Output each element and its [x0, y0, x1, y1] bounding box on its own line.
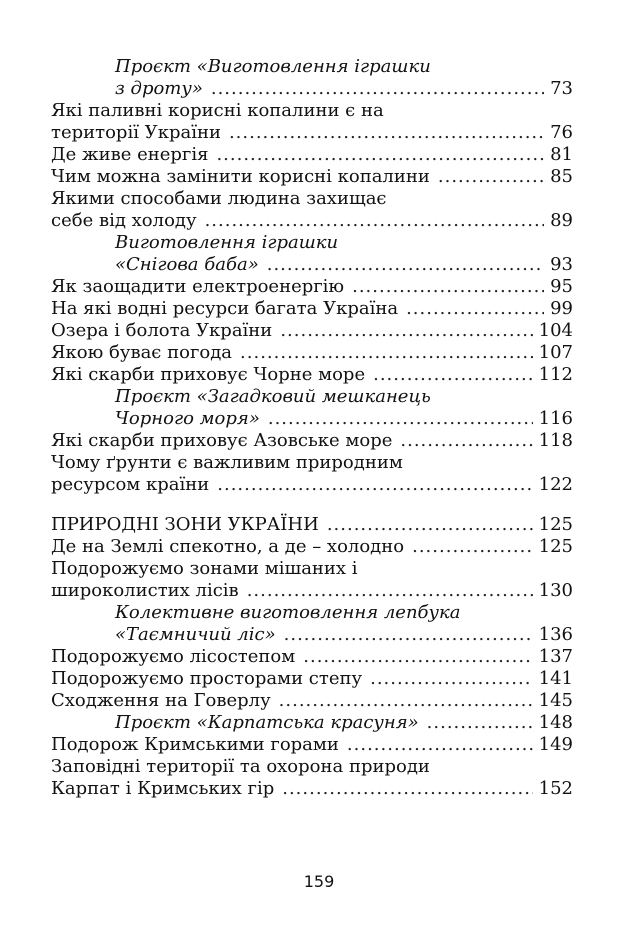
- toc-title: Заповідні території та охорона природи: [51, 756, 430, 777]
- toc-page-number: 89: [550, 210, 573, 231]
- toc-line: [115, 232, 573, 254]
- toc-page-number: 118: [538, 430, 573, 451]
- toc-title: На які водні ресурси багата Україна: [51, 298, 399, 319]
- dot-leader: [282, 778, 532, 800]
- toc-page-number: 116: [538, 408, 573, 429]
- dot-leader: [370, 668, 533, 690]
- toc-entry: [51, 144, 573, 166]
- dot-leader: [347, 734, 533, 756]
- toc-title: території України: [51, 122, 221, 143]
- dot-leader: [267, 254, 544, 276]
- toc-title: себе від холоду: [51, 210, 197, 231]
- toc-page-number: 99: [550, 298, 573, 319]
- toc-entry: [51, 474, 573, 496]
- toc-title: широколистих лісів: [51, 580, 239, 601]
- toc-title: Які скарби приховує Чорне море: [51, 364, 366, 385]
- toc-page-number: 81: [550, 144, 573, 165]
- toc-entry: [115, 78, 573, 100]
- toc-title: Як заощадити електроенергію: [51, 276, 345, 297]
- toc-title: Колективне виготовлення лепбука: [115, 602, 461, 623]
- dot-leader: [406, 298, 544, 320]
- dot-leader: [373, 364, 533, 386]
- toc-title: Які паливні корисні копалини є на: [51, 100, 384, 121]
- toc-title: Подорож Кримськими горами: [51, 734, 339, 755]
- toc-page-number: 76: [550, 122, 573, 143]
- dot-leader: [438, 166, 544, 188]
- dot-leader: [427, 712, 533, 734]
- toc-entry: [51, 210, 573, 232]
- toc-line: [115, 56, 573, 78]
- toc-entry: [51, 646, 573, 668]
- toc-line: [51, 558, 573, 580]
- toc-title: Де на Землі спекотно, а де – холодно: [51, 536, 405, 557]
- toc-page-number: 125: [538, 536, 573, 557]
- toc-page-number: 130: [538, 580, 573, 601]
- toc-entry: [51, 320, 573, 342]
- toc-entry: [51, 166, 573, 188]
- toc-title: Виготовлення іграшки: [115, 232, 339, 253]
- toc-page-number: 145: [538, 690, 573, 711]
- dot-leader: [412, 536, 533, 558]
- toc-page-number: 104: [538, 320, 573, 341]
- toc-title: Подорожуємо лісостепом: [51, 646, 296, 667]
- toc-title: Чорного моря»: [115, 408, 260, 429]
- dot-leader: [211, 78, 544, 100]
- toc-page-number: 136: [538, 624, 573, 645]
- dot-leader: [284, 624, 533, 646]
- toc-line: [51, 188, 573, 210]
- dot-leader: [247, 580, 533, 602]
- toc-title: Озера і болота України: [51, 320, 273, 341]
- toc-entry: [115, 624, 573, 646]
- toc-entry: [115, 254, 573, 276]
- toc-line: [115, 386, 573, 408]
- toc-title: Сходження на Говерлу: [51, 690, 271, 711]
- toc-line: [51, 100, 573, 122]
- toc-title: Якими способами людина захищає: [51, 188, 387, 209]
- toc-line: [51, 452, 573, 474]
- dot-leader: [303, 646, 532, 668]
- toc-title: Проєкт «Загадковий мешканець: [115, 386, 431, 407]
- toc-page-number: 152: [538, 778, 573, 799]
- toc-entry: [115, 408, 573, 430]
- toc-page-number: 148: [538, 712, 573, 733]
- dot-leader: [352, 276, 544, 298]
- toc-section-heading: [51, 514, 573, 536]
- toc-entry: [51, 364, 573, 386]
- toc-entry: [51, 298, 573, 320]
- toc-title: «Снігова баба»: [115, 254, 259, 275]
- toc-title: ПРИРОДНІ ЗОНИ УКРАЇНИ: [51, 514, 319, 535]
- toc-entry: [51, 778, 573, 800]
- toc-entry: [51, 342, 573, 364]
- toc-title: Карпат і Кримських гір: [51, 778, 275, 799]
- toc-page-number: 112: [538, 364, 573, 385]
- page-number: 159: [303, 872, 335, 891]
- toc-entry: [51, 430, 573, 452]
- toc-line: [51, 756, 573, 778]
- toc-entry: [51, 276, 573, 298]
- toc-title: Чим можна замінити корисні копалини: [51, 166, 430, 187]
- toc-title: Проєкт «Виготовлення іграшки: [115, 56, 431, 77]
- toc-title: Проєкт «Карпатська красуня»: [115, 712, 419, 733]
- toc-entry: [115, 712, 573, 734]
- dot-leader: [280, 320, 532, 342]
- toc-page-number: 125: [538, 514, 573, 535]
- dot-leader: [205, 210, 545, 232]
- toc-page-number: 141: [538, 668, 573, 689]
- toc-page-number: 107: [538, 342, 573, 363]
- toc-page-number: 73: [550, 78, 573, 99]
- dot-leader: [400, 430, 532, 452]
- toc-line: [115, 602, 573, 624]
- toc-title: Подорожуємо просторами степу: [51, 668, 363, 689]
- dot-leader: [216, 144, 544, 166]
- toc-entry: [51, 734, 573, 756]
- toc-title: Які скарби приховує Азовське море: [51, 430, 393, 451]
- dot-leader: [268, 408, 533, 430]
- toc-title: Якою буває погода: [51, 342, 233, 363]
- toc-title: «Таємничий ліс»: [115, 624, 276, 645]
- dot-leader: [327, 514, 533, 536]
- toc-page-number: 85: [550, 166, 573, 187]
- toc-page-number: 149: [538, 734, 573, 755]
- toc-title: Чому ґрунти є важливим природним: [51, 452, 403, 473]
- toc-entry: [51, 122, 573, 144]
- dot-leader: [240, 342, 533, 364]
- toc-page-number: 95: [550, 276, 573, 297]
- toc-page-number: 93: [550, 254, 573, 275]
- toc-title: ресурсом країни: [51, 474, 210, 495]
- toc-entry: [51, 580, 573, 602]
- toc-page-number: 137: [538, 646, 573, 667]
- toc-title: Де живе енергія: [51, 144, 209, 165]
- dot-leader: [217, 474, 532, 496]
- toc-title: з дроту»: [115, 78, 203, 99]
- toc-title: Подорожуємо зонами мішаних і: [51, 558, 358, 579]
- toc-entry: [51, 668, 573, 690]
- dot-leader: [229, 122, 544, 144]
- toc-page-number: 122: [538, 474, 573, 495]
- toc-entry: [51, 690, 573, 712]
- dot-leader: [279, 690, 533, 712]
- toc-entry: [51, 536, 573, 558]
